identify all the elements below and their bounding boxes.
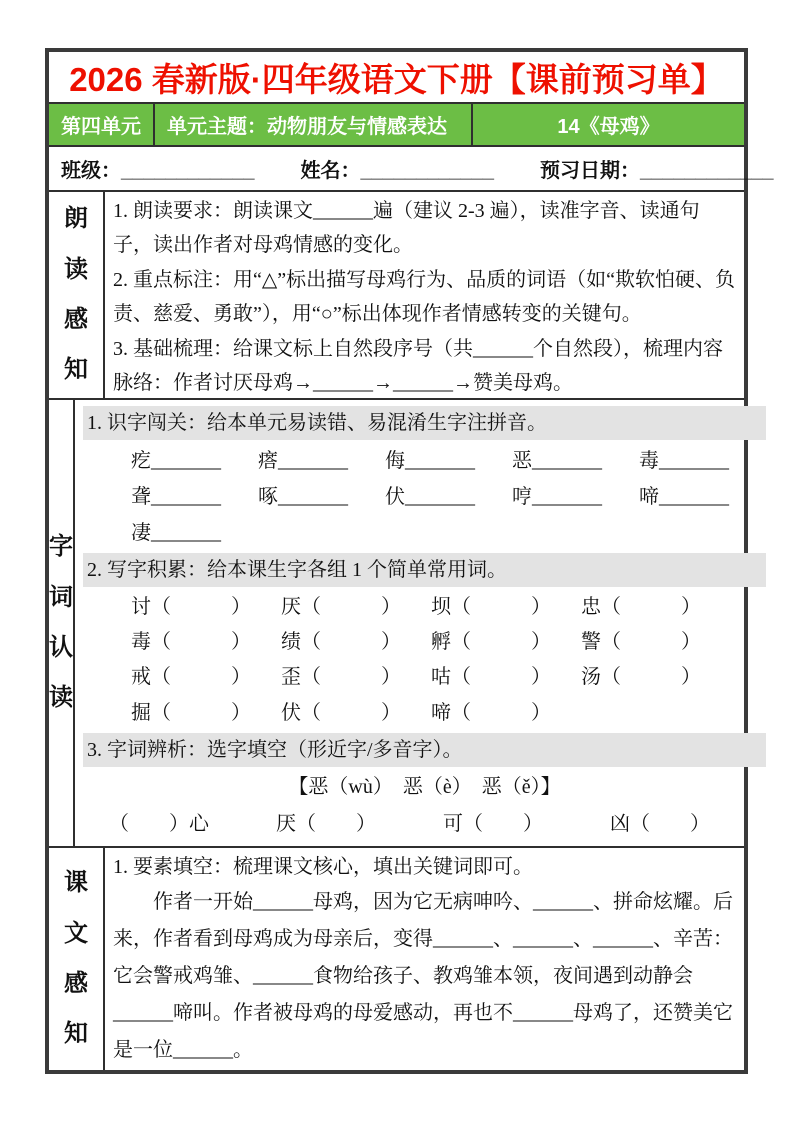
word-cell: 汤（ ） bbox=[581, 666, 701, 689]
pinyin-cell: 聋_______ bbox=[131, 485, 221, 508]
word-cell: 咕（ ） bbox=[431, 666, 551, 689]
word-cell: 毒（ ） bbox=[131, 631, 251, 654]
word-row bbox=[83, 627, 766, 658]
reading-item: 1. 朗读要求：朗读课文______遍（建议 2-3 遍），读准字音、读通句子，读出作者对母鸡情感的变化。 bbox=[113, 200, 700, 257]
text-paragraph: 作者一开始______母鸡，因为它无病呻吟、______、拼命炫耀。后来，作者看到母鸡成为母亲后，变得______、______、______、辛苦：它会警戒鸡雏、______食物给孩子、教鸡雏本领，夜间遇到动静会______啼叫。作者被母鸡的母爱感动，再也不______母鸡了，还赞美它是一位______。 bbox=[113, 891, 733, 1062]
pinyin-cell: 啼_______ bbox=[639, 485, 729, 508]
text-item1-header: 1. 要素填空：梳理课文核心，填出关键词即可。 bbox=[113, 856, 533, 878]
word-cell: 警（ ） bbox=[581, 631, 701, 654]
word-cell: 忠（ ） bbox=[581, 595, 701, 618]
word-cell: 伏（ ） bbox=[281, 701, 401, 724]
pinyin-row bbox=[83, 517, 766, 549]
word-cell: 啼（ ） bbox=[431, 701, 551, 724]
fill-cell: 厌（ ） bbox=[276, 812, 376, 835]
words-item1-header: 1. 识字闯关：给本单元易读错、易混淆生字注拼音。 bbox=[83, 406, 766, 440]
choice-line: 【恶（wù） 恶（è） 恶（ě）】 bbox=[288, 776, 561, 799]
pinyin-cell: 侮_______ bbox=[385, 449, 475, 472]
section-text bbox=[49, 848, 744, 1070]
pinyin-cell: 恶_______ bbox=[512, 449, 602, 472]
word-cell: 坝（ ） bbox=[431, 595, 551, 618]
pinyin-cell: 瘩_______ bbox=[258, 449, 348, 472]
word-cell: 绩（ ） bbox=[281, 631, 401, 654]
class-field: 班级：____________ bbox=[61, 160, 255, 182]
date-field: 预习日期：____________ bbox=[539, 160, 774, 182]
fill-cell: 可（ ） bbox=[443, 812, 543, 835]
fill-row bbox=[83, 808, 766, 840]
pinyin-cell: 凄_______ bbox=[131, 522, 221, 545]
word-cell: 掘（ ） bbox=[131, 701, 251, 724]
theme-cell: 单元主题：动物朋友与情感表达 bbox=[155, 104, 473, 145]
unit-header-bar bbox=[49, 104, 744, 147]
pinyin-cell: 毒_______ bbox=[639, 449, 729, 472]
text-content bbox=[105, 848, 744, 1070]
fill-cell: （ ）心 bbox=[109, 812, 209, 835]
section-label-text: 课文感知 bbox=[49, 848, 105, 1070]
section-reading bbox=[49, 192, 744, 400]
pinyin-cell: 哼_______ bbox=[512, 485, 602, 508]
pinyin-row bbox=[83, 445, 766, 477]
word-cell: 讨（ ） bbox=[131, 595, 251, 618]
name-field: 姓名：____________ bbox=[300, 160, 494, 182]
pinyin-cell: 疙_______ bbox=[131, 449, 221, 472]
unit-cell: 第四单元 bbox=[49, 104, 155, 145]
section-label-words: 字词认读 bbox=[49, 400, 75, 846]
pinyin-cell: 伏_______ bbox=[385, 485, 475, 508]
lesson-cell: 14《母鸡》 bbox=[557, 116, 660, 138]
worksheet-table bbox=[45, 48, 774, 1074]
title-row bbox=[49, 52, 744, 104]
reading-item: 2. 重点标注：用“△”标出描写母鸡行为、品质的词语（如“欺软怕硬、负责、慈爱、勇敢”），用“○”标出体现作者情感转变的关键句。 bbox=[113, 268, 736, 326]
word-cell: 歪（ ） bbox=[281, 666, 401, 689]
info-row bbox=[49, 147, 774, 192]
words-content bbox=[75, 400, 772, 846]
reading-content bbox=[105, 192, 744, 398]
fill-cell: 凶（ ） bbox=[610, 812, 710, 835]
word-row bbox=[83, 698, 766, 729]
word-cell: 孵（ ） bbox=[431, 631, 551, 654]
pinyin-cell: 啄_______ bbox=[258, 485, 348, 508]
word-cell: 戒（ ） bbox=[131, 666, 251, 689]
section-label-reading: 朗读感知 bbox=[49, 192, 105, 398]
reading-item: 3. 基础梳理：给课文标上自然段序号（共______个自然段），梳理内容脉络：作者讨厌母鸡→______→______→赞美母鸡。 bbox=[113, 337, 723, 394]
pinyin-row bbox=[83, 481, 766, 513]
section-words bbox=[49, 400, 744, 848]
words-item2-header: 2. 写字积累：给本课生字各组 1 个简单常用词。 bbox=[83, 553, 766, 587]
word-row bbox=[83, 662, 766, 693]
words-item3-header: 3. 字词辨析：选字填空（形近字/多音字）。 bbox=[83, 733, 766, 767]
word-cell: 厌（ ） bbox=[281, 595, 401, 618]
page-title: 2026 春新版·四年级语文下册【课前预习单】 bbox=[69, 60, 724, 98]
word-row bbox=[83, 592, 766, 623]
